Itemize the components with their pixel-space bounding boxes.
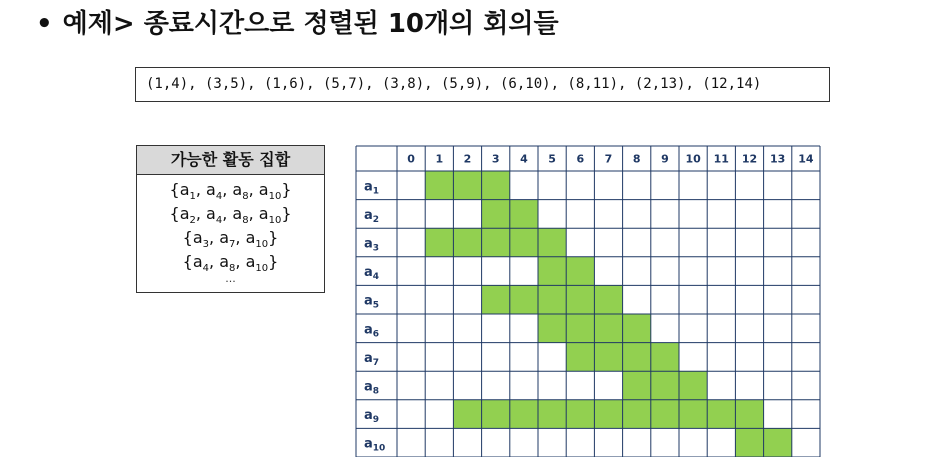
row-label-index: 1 <box>372 186 380 197</box>
feasible-sets-header: 가능한 활동 집합 <box>137 146 324 175</box>
occupied-cell <box>510 228 538 257</box>
occupied-cell <box>735 400 763 429</box>
occupied-cell <box>566 343 594 372</box>
occupied-cell <box>679 371 707 400</box>
meeting-timeline-grid <box>355 145 821 457</box>
occupied-cell <box>594 285 622 314</box>
feasible-sets-table <box>136 145 325 293</box>
column-header: 11 <box>713 152 729 166</box>
occupied-cell <box>651 400 679 429</box>
occupied-cell <box>453 228 481 257</box>
row-label: $a_1$ <box>364 179 380 197</box>
occupied-cell <box>594 400 622 429</box>
set-element: $a_1$ <box>179 180 196 203</box>
column-header: 14 <box>798 152 814 166</box>
occupied-cell <box>482 285 510 314</box>
feasible-set-row: {$a_3$, $a_7$, $a_{10}$} <box>182 228 279 251</box>
title-text: 예제> 종료시간으로 정렬된 10개의 회의들 <box>62 9 559 39</box>
set-element-index: 8 <box>229 263 236 275</box>
occupied-cell <box>510 400 538 429</box>
occupied-cell <box>623 371 651 400</box>
set-element-index: 8 <box>242 191 249 203</box>
row-label-index: 2 <box>372 214 380 225</box>
row-label: $a_3$ <box>364 236 380 254</box>
feasible-set-row: {$a_4$, $a_8$, $a_{10}$} <box>182 252 279 275</box>
column-header: 8 <box>632 152 641 166</box>
row-label-index: 7 <box>372 357 380 368</box>
occupied-cell <box>538 257 566 286</box>
occupied-cell <box>482 228 510 257</box>
column-header: 13 <box>770 152 786 166</box>
set-element: $a_7$ <box>219 228 236 251</box>
row-label: $a_4$ <box>364 265 380 283</box>
set-element-index: 10 <box>255 239 269 251</box>
column-header: 3 <box>491 152 500 166</box>
row-label-index: 10 <box>372 443 386 454</box>
occupied-cell <box>425 171 453 200</box>
feasible-sets-ellipsis: ... <box>225 272 236 285</box>
occupied-cell <box>482 200 510 229</box>
set-element: $a_8$ <box>232 180 249 203</box>
set-element-index: 3 <box>202 239 210 251</box>
set-element-index: 7 <box>229 239 236 251</box>
meetings-list: (1,4), (3,5), (1,6), (5,7), (3,8), (5,9), (6,10), (8,11), (2,13), (12,14) <box>135 67 830 102</box>
occupied-cell <box>679 400 707 429</box>
set-element-index: 1 <box>189 191 196 203</box>
occupied-cell <box>538 228 566 257</box>
set-element-index: 10 <box>255 263 269 275</box>
column-header: 0 <box>407 152 415 166</box>
column-header: 6 <box>576 152 585 166</box>
occupied-cell <box>538 400 566 429</box>
set-element: $a_3$ <box>192 228 210 251</box>
row-label: $a_8$ <box>364 379 380 397</box>
occupied-cell <box>510 285 538 314</box>
set-element: $a_4$ <box>206 204 223 227</box>
column-header: 1 <box>435 152 444 166</box>
set-element-index: 8 <box>242 215 249 227</box>
occupied-cell <box>735 428 763 457</box>
column-header: 10 <box>685 152 701 166</box>
occupied-cell <box>764 428 792 457</box>
set-element: $a_4$ <box>206 180 223 203</box>
occupied-cell <box>425 228 453 257</box>
set-element: $a_{10}$ <box>245 252 269 275</box>
set-element: $a_2$ <box>179 204 196 227</box>
occupied-cell <box>623 343 651 372</box>
row-label-index: 6 <box>372 329 380 340</box>
feasible-set-row: {$a_1$, $a_4$, $a_8$, $a_{10}$} <box>169 180 292 203</box>
row-label-index: 9 <box>372 415 380 426</box>
set-element: $a_8$ <box>219 252 236 275</box>
set-element-index: 10 <box>268 191 282 203</box>
column-header: 2 <box>463 152 472 166</box>
row-label-index: 3 <box>372 243 380 254</box>
feasible-set-row: {$a_2$, $a_4$, $a_8$, $a_{10}$} <box>169 204 292 227</box>
set-element: $a_4$ <box>192 252 210 275</box>
row-label: $a_{10}$ <box>364 436 386 454</box>
feasible-sets-body <box>137 175 324 274</box>
set-element-index: 4 <box>202 263 210 275</box>
row-label: $a_2$ <box>364 207 380 225</box>
occupied-cell <box>594 314 622 343</box>
row-label-index: 4 <box>372 272 380 283</box>
set-element-index: 4 <box>215 191 223 203</box>
row-label: $a_6$ <box>364 322 380 340</box>
row-label-index: 8 <box>372 386 380 397</box>
row-label: $a_7$ <box>364 350 380 368</box>
occupied-cell <box>566 400 594 429</box>
set-element: $a_{10}$ <box>258 180 282 203</box>
set-element-index: 4 <box>215 215 223 227</box>
column-header: 4 <box>520 152 528 166</box>
occupied-cell <box>566 285 594 314</box>
occupied-cell <box>482 171 510 200</box>
occupied-cell <box>482 400 510 429</box>
set-element: $a_{10}$ <box>258 204 282 227</box>
occupied-cell <box>566 314 594 343</box>
row-label: $a_9$ <box>364 408 380 426</box>
occupied-cell <box>510 200 538 229</box>
occupied-cell <box>453 171 481 200</box>
set-element: $a_8$ <box>232 204 249 227</box>
occupied-cell <box>623 314 651 343</box>
column-header: 9 <box>661 152 669 166</box>
set-element-index: 10 <box>268 215 282 227</box>
occupied-cell <box>453 400 481 429</box>
occupied-cell <box>538 314 566 343</box>
occupied-cell <box>566 257 594 286</box>
occupied-cell <box>538 285 566 314</box>
occupied-cell <box>651 343 679 372</box>
row-label: $a_5$ <box>364 293 380 311</box>
occupied-cell <box>594 343 622 372</box>
column-header: 12 <box>741 152 758 166</box>
set-element-index: 2 <box>189 215 196 227</box>
set-element: $a_{10}$ <box>245 228 269 251</box>
occupied-cell <box>707 400 735 429</box>
title-bullet: • <box>36 9 53 39</box>
occupied-cell <box>623 400 651 429</box>
row-label-index: 5 <box>372 300 380 311</box>
occupied-cell <box>651 371 679 400</box>
column-header: 7 <box>604 152 613 166</box>
column-header: 5 <box>548 152 556 166</box>
page-title <box>36 4 559 44</box>
